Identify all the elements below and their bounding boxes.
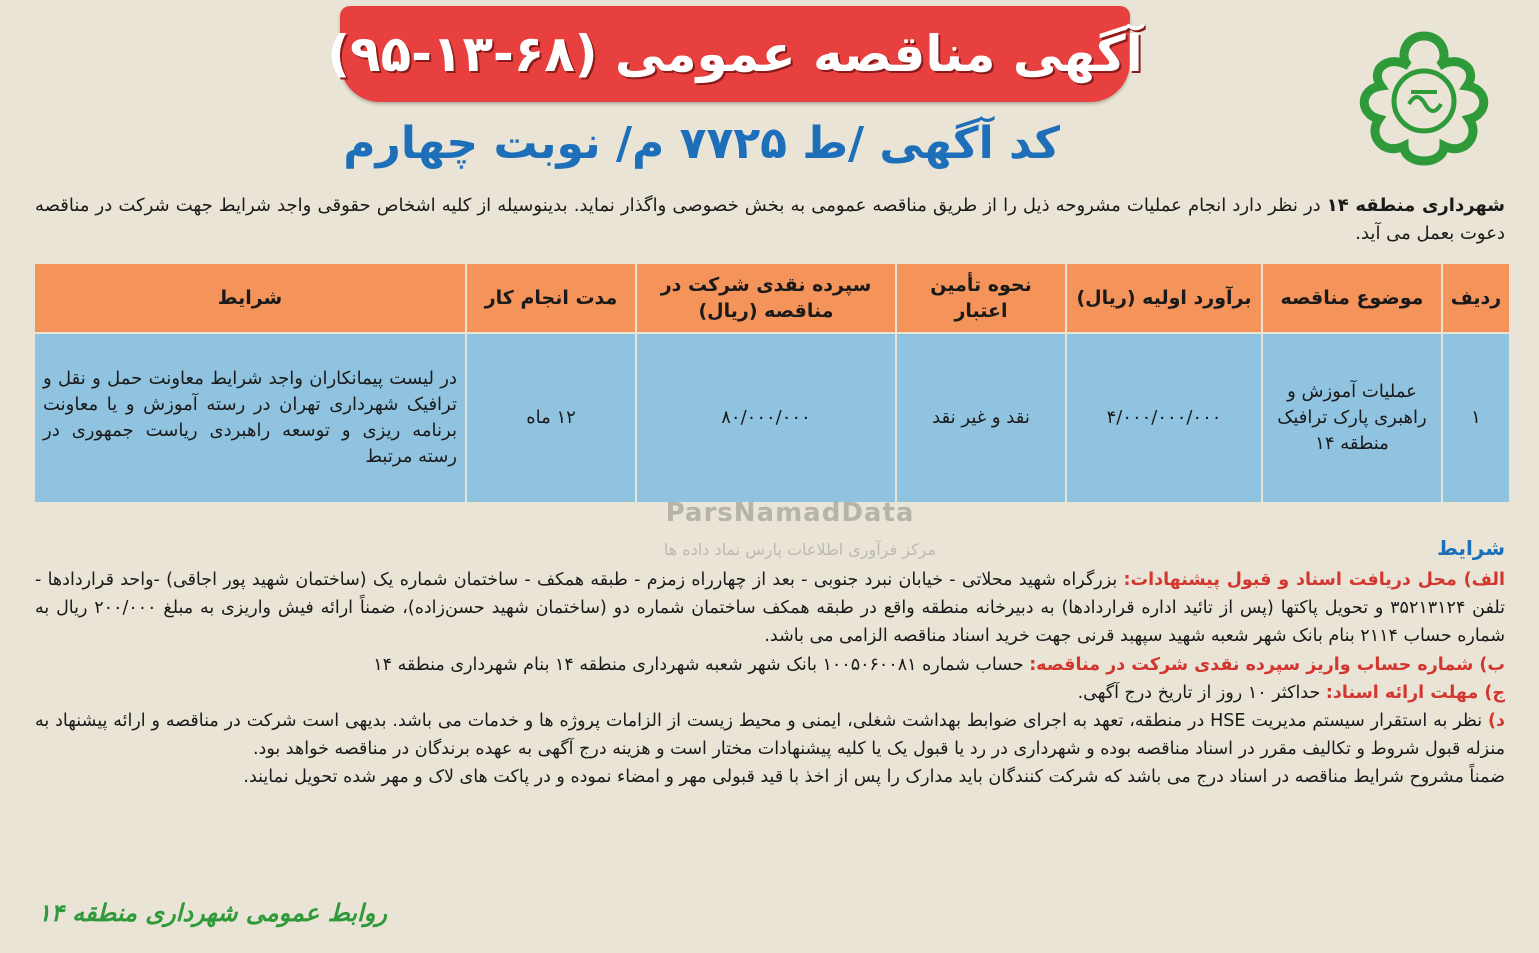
condition-c — [35, 679, 1505, 707]
tehran-municipality-logo-icon — [1349, 24, 1499, 174]
watermark-subtitle: مرکز فرآوری اطلاعات پارس نماد داده ها — [663, 540, 937, 559]
cell-row: ۱ — [1442, 333, 1510, 503]
condition-d-text: نظر به استقرار سیستم مدیریت HSE در منطقه، تعهد به اجرای ضوابط بهداشت شغلی، ایمنی و محیط زیست از الزامات پروژه ها و خدمات می باشد. بدیهی است شرکت در مناقصه و ارائه پیشنهاد به منزله قبول شروط و تکالیف مقرر در اسناد مناقصه بوده و شهرداری در رد یا قبول یک یا کلیه پیشنهادات مختار است و هزینه درج آگهی به عهده برندگان در مناقصه خواهد بود. — [35, 711, 1505, 760]
condition-a-text: بزرگراه شهید محلاتی - خیابان نبرد جنوبی - بعد از چهارراه زمزم - طبقه همکف - ساختمان شماره یک (ساختمان شهید پور اجاقی) -واحد قراردادها - تلفن ۳۵۲۱۳۱۲۴ و تحویل پاکتها (پس از تائید اداره قراردادها) به دبیرخانه منطقه واقع در طبقه همکف ساختمان شماره دو (ساختمان شهید حسن‌زاده)، ضمناً ارائه فیش واریزی به مبلغ ۲۰۰/۰۰۰ ریال به شماره حساب ۲۱۱۴ بنام بانک شهر شعبه شهید سپهبد قرنی جهت خرید اسناد مناقصه الزامی می باشد. — [35, 570, 1506, 647]
col-estimate: برآورد اولیه (ریال) — [1066, 263, 1262, 333]
notice-title: آگهی مناقصه عمومی (۶۸-۱۳-۹۵) — [327, 25, 1143, 83]
col-funding: نحوه تأمین اعتبار — [896, 263, 1066, 333]
col-row: ردیف — [1442, 263, 1510, 333]
cell-estimate: ۴/۰۰۰/۰۰۰/۰۰۰ — [1066, 333, 1262, 503]
condition-d-title: د) — [1488, 711, 1505, 732]
intro-org: شهرداری منطقه ۱۴ — [1326, 195, 1505, 216]
condition-b — [35, 651, 1505, 679]
intro-paragraph — [35, 192, 1505, 248]
condition-a — [35, 566, 1505, 651]
col-conditions: شرایط — [34, 263, 466, 333]
condition-b-text: حساب شماره ۱۰۰۵۰۶۰۰۸۱ بانک شهر شعبه شهرداری منطقه ۱۴ بنام شهرداری منطقه ۱۴ — [373, 654, 1030, 675]
notice-code: کد آگهی /ط ۷۷۲۵ م/ نوبت چهارم — [343, 118, 1060, 169]
public-relations-signature: روابط عمومی شهرداری منطقه ۱۴ — [38, 899, 387, 927]
cell-duration: ۱۲ ماه — [466, 333, 636, 503]
cell-subject: عملیات آموزش و راهبری پارک ترافیک منطقه ۱۴ — [1262, 333, 1442, 503]
cell-deposit: ۸۰/۰۰۰/۰۰۰ — [636, 333, 896, 503]
cell-conditions: در لیست پیمانکاران واجد شرایط معاونت حمل و نقل و ترافیک شهرداری تهران در رسته آموزش و یا معاونت برنامه ریزی و توسعه راهبردی ریاست جمهوری در رسته مرتبط — [34, 333, 466, 503]
col-duration: مدت انجام کار — [466, 263, 636, 333]
intro-text: در نظر دارد انجام عملیات مشروحه ذیل را از طریق مناقصه عمومی به بخش خصوصی واگذار نماید. بدینوسیله از کلیه اشخاص حقوقی واجد شرایط جهت شرکت در مناقصه دعوت بعمل می آید. — [35, 195, 1505, 244]
condition-a-title: الف) محل دریافت اسناد و قبول پیشنهادات: — [1123, 570, 1505, 590]
condition-d — [35, 707, 1505, 763]
conditions-heading: شرایط — [1437, 536, 1505, 560]
tender-table — [33, 262, 1511, 504]
cell-funding: نقد و غیر نقد — [896, 333, 1066, 503]
condition-e: ضمناً مشروح شرایط مناقصه در اسناد درج می باشد که شرکت کنندگان باید مدارک را پس از اخذ با قید قبولی مهر و امضاء نموده و در پاکت های لاک و مهر شده تحویل نمایند. — [243, 767, 1505, 788]
conditions-body — [35, 566, 1505, 792]
condition-c-title: ج) مهلت ارائه اسناد: — [1325, 682, 1505, 703]
condition-c-text: حداکثر ۱۰ روز از تاریخ درج آگهی. — [1077, 682, 1326, 703]
table-header-row — [34, 263, 1510, 333]
title-banner — [327, 6, 1143, 102]
watermark-brand: ParsNamadData — [665, 498, 915, 528]
condition-b-title: ب) شماره حساب واریز سپرده نقدی شرکت در مناقصه: — [1029, 654, 1505, 675]
col-subject: موضوع مناقصه — [1262, 263, 1442, 333]
table-row — [34, 333, 1510, 503]
col-deposit: سپرده نقدی شرکت در مناقصه (ریال) — [636, 263, 896, 333]
